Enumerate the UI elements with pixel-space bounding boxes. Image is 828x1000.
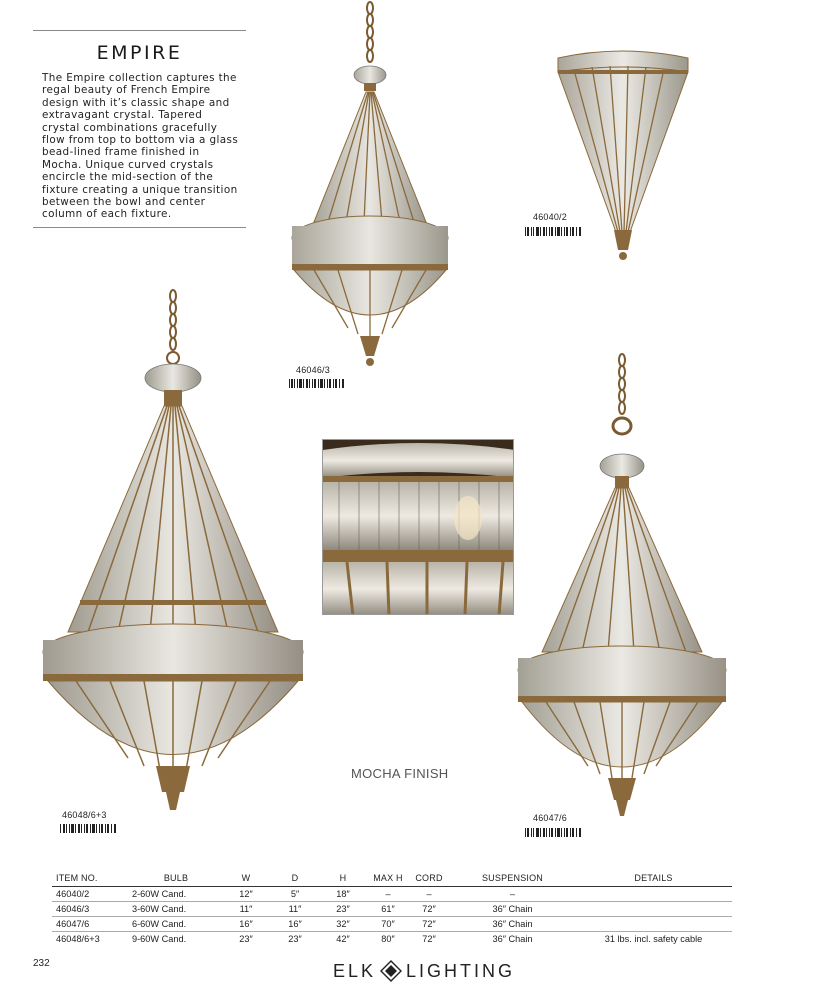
cell-max-h: 80″ <box>381 933 395 944</box>
header-w: W <box>220 872 272 886</box>
product-image-46046 <box>288 0 458 372</box>
table-row <box>52 901 732 916</box>
cell-bulb: 6-60W Cand. <box>132 916 220 931</box>
brand-logo <box>333 960 515 982</box>
cell-h: 23″ <box>318 901 368 916</box>
barcode-46047 <box>525 828 583 837</box>
cell-max-h: – <box>368 886 408 901</box>
cell-cord: 72″ <box>422 933 436 944</box>
cell-item: 46047/6 <box>52 916 132 931</box>
cell-d: 16″ <box>272 916 318 931</box>
header-h: H <box>318 872 368 886</box>
bottom-rule <box>33 227 246 228</box>
cell-cord: 72″ <box>408 901 450 916</box>
cell-w: 16″ <box>220 916 272 931</box>
collection-intro <box>33 30 246 228</box>
cell-h: 32″ <box>318 916 368 931</box>
header-max-h: MAX H <box>368 872 408 886</box>
sku-46046: 46046/3 <box>296 365 330 375</box>
collection-title: EMPIRE <box>96 42 183 64</box>
cell-bulb: 9-60W Cand. <box>132 933 187 944</box>
cell-details <box>575 886 732 901</box>
table-row <box>52 886 732 901</box>
header-details: DETAILS <box>575 872 732 886</box>
brand-left: ELK <box>333 960 377 981</box>
cell-cord: – <box>408 886 450 901</box>
spec-table <box>52 872 732 946</box>
cell-details <box>575 901 732 916</box>
cell-bulb: 3-60W Cand. <box>132 901 220 916</box>
finish-label: MOCHA FINISH <box>351 766 449 781</box>
detail-closeup-photo <box>322 439 514 615</box>
header-bulb: BULB <box>132 872 220 886</box>
product-image-46047 <box>516 352 732 822</box>
header-d: D <box>272 872 318 886</box>
cell-d: 23″ <box>288 933 302 944</box>
brand-right: LIGHTING <box>406 960 516 981</box>
cell-h: 18″ <box>318 886 368 901</box>
header-item: ITEM NO. <box>52 872 132 886</box>
cell-item: 46040/2 <box>52 886 132 901</box>
cell-item: 46046/3 <box>52 901 132 916</box>
cell-item: 46048/6+3 <box>56 933 100 944</box>
cell-max-h: 61″ <box>368 901 408 916</box>
cell-w: 12″ <box>220 886 272 901</box>
cell-details: 31 lbs. incl. safety cable <box>604 933 703 944</box>
table-row <box>52 916 732 931</box>
cell-suspension: 36″ Chain <box>450 901 575 916</box>
cell-max-h: 70″ <box>368 916 408 931</box>
cell-w: 23″ <box>239 933 253 944</box>
cell-w: 11″ <box>220 901 272 916</box>
cell-d: 5″ <box>272 886 318 901</box>
cell-details <box>575 916 732 931</box>
cell-cord: 72″ <box>408 916 450 931</box>
top-rule <box>33 30 246 31</box>
table-row <box>52 931 732 946</box>
cell-bulb: 2-60W Cand. <box>132 886 220 901</box>
header-suspension: SUSPENSION <box>450 872 575 886</box>
barcode-46048 <box>60 824 118 833</box>
page-number: 232 <box>33 958 50 969</box>
sku-46047: 46047/6 <box>533 813 567 823</box>
cell-h: 42″ <box>336 933 350 944</box>
cell-suspension: 36″ Chain <box>492 933 533 944</box>
spec-header-row <box>52 872 732 886</box>
cell-suspension: – <box>450 886 575 901</box>
sku-46040: 46040/2 <box>533 212 567 222</box>
cell-suspension: 36″ Chain <box>450 916 575 931</box>
barcode-46040 <box>525 227 583 236</box>
product-image-46048 <box>40 288 306 816</box>
sku-46048: 46048/6+3 <box>62 810 107 820</box>
diamond-logo-icon <box>380 960 402 982</box>
header-cord: CORD <box>408 872 450 886</box>
collection-description: The Empire collection captures the regal beauty of French Empire design with it’s classic shape and extravagant crystal. Tapered crystal combinations gracefully flow from top to bottom via a glass bead-lined frame finished in Mocha. Unique curved crystals encircle the mid-section of the fixture creating a unique transition between the bowl and center column of each fixture. <box>42 72 239 221</box>
cell-d: 11″ <box>272 901 318 916</box>
